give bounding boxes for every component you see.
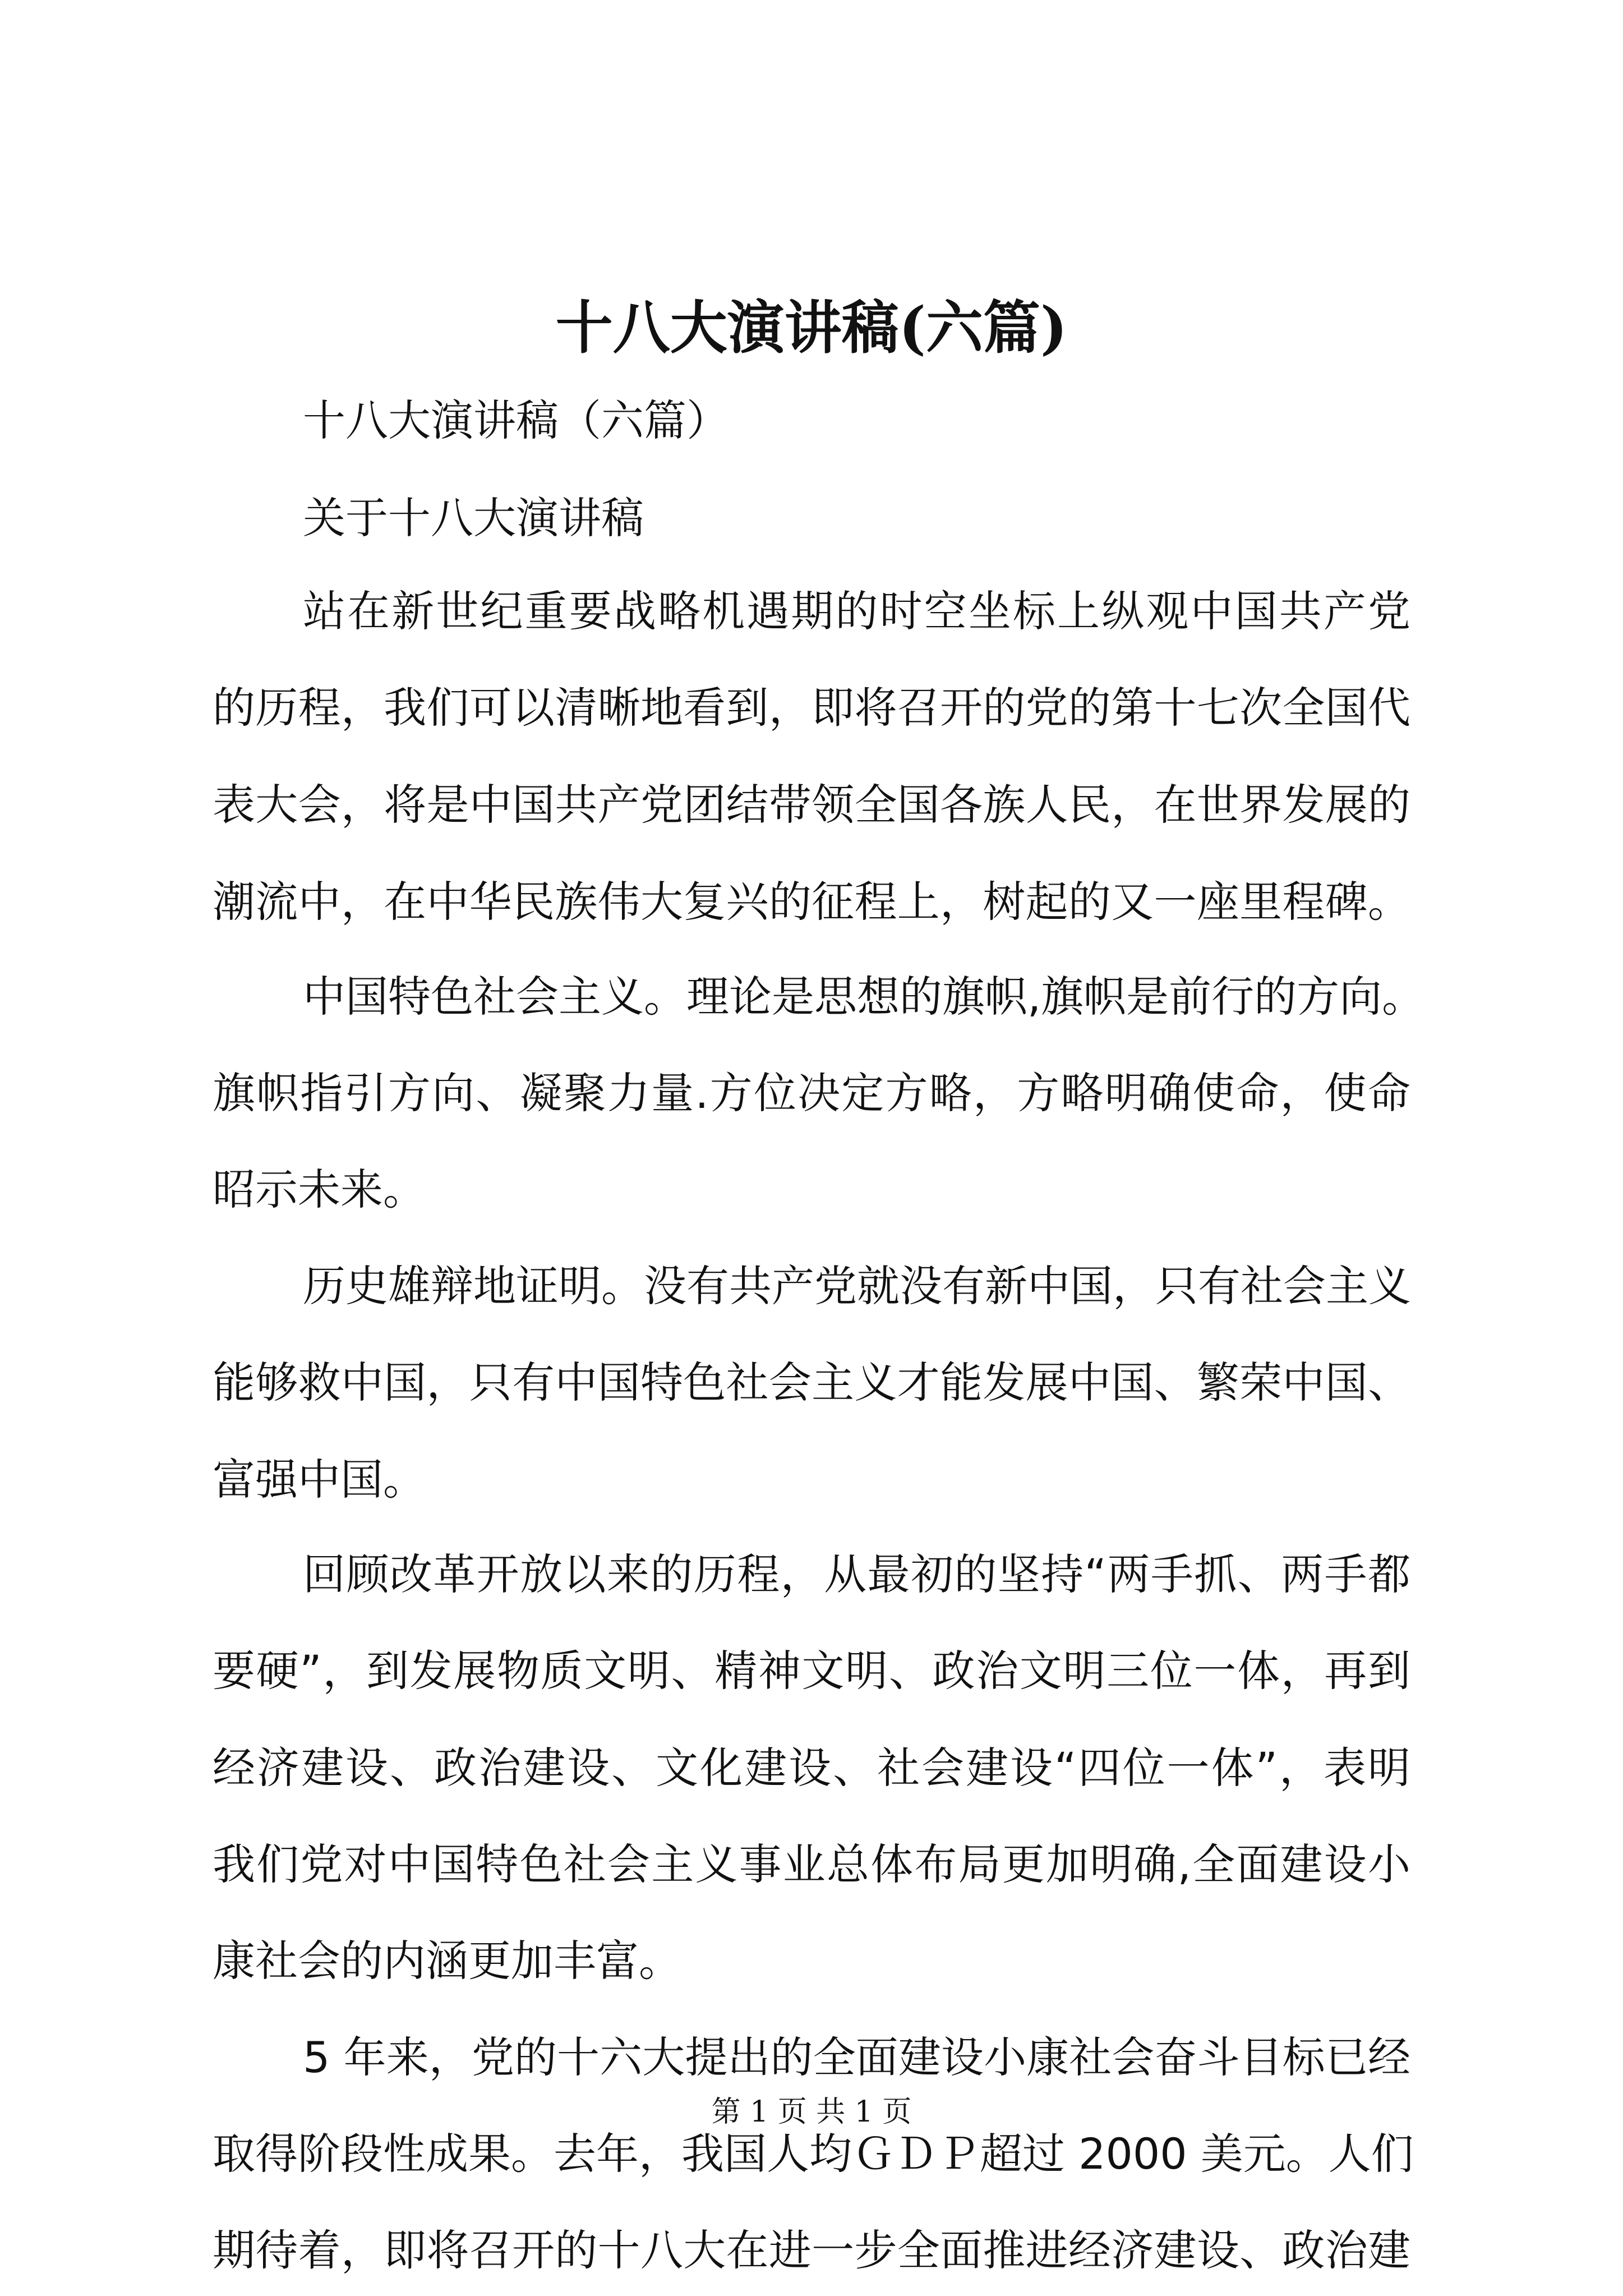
- body-line: 康社会的内涵更加丰富。: [213, 1936, 681, 1986]
- body-line: 要硬”，到发展物质文明、精神文明、政治文明三位一体，再到: [213, 1646, 1410, 1696]
- body-line: 潮流中，在中华民族伟大复兴的征程上，树起的又一座里程碑。: [213, 877, 1410, 927]
- body-line: 经济建设、政治建设、文化建设、社会建设“四位一体”，表明: [213, 1743, 1410, 1793]
- body-line: 十八大演讲稿（六篇）: [303, 395, 729, 445]
- body-line: 5 年来，党的十六大提出的全面建设小康社会奋斗目标已经: [303, 2032, 1410, 2082]
- body-line: 历史雄辩地证明。没有共产党就没有新中国，只有社会主义: [303, 1261, 1411, 1311]
- document-title: 十八大演讲稿(六篇): [555, 295, 1068, 362]
- body-line: 取得阶段性成果。去年，我国人均ＧＤＰ超过 2000 美元。人们: [213, 2129, 1414, 2179]
- body-line: 表大会，将是中国共产党团结带领全国各族人民，在世界发展的: [213, 780, 1410, 830]
- body-line: 的历程，我们可以清晰地看到，即将召开的党的第十七次全国代: [213, 683, 1410, 733]
- body-line: 关于十八大演讲稿: [303, 493, 644, 543]
- body-line: 昭示未来。: [213, 1165, 426, 1214]
- body-line: 旗帜指引方向、凝聚力量.方位决定方略，方略明确使命，使命: [213, 1068, 1410, 1118]
- body-line: 站在新世纪重要战略机遇期的时空坐标上纵观中国共产党: [303, 586, 1410, 636]
- body-line: 期待着，即将召开的十八大在进一步全面推进经济建设、政治建: [213, 2225, 1410, 2275]
- body-line: 我们党对中国特色社会主义事业总体布局更加明确,全面建设小: [213, 1839, 1410, 1889]
- body-line: 回顾改革开放以来的历程，从最初的坚持“两手抓、两手都: [303, 1549, 1410, 1599]
- page-number: 第 1 页 共 1 页: [711, 2095, 912, 2129]
- body-line: 富强中国。: [213, 1455, 426, 1504]
- body-line: 中国特色社会主义。理论是思想的旗帜,旗帜是前行的方向。: [303, 972, 1425, 1022]
- body-line: 能够救中国，只有中国特色社会主义才能发展中国、繁荣中国、: [213, 1358, 1410, 1407]
